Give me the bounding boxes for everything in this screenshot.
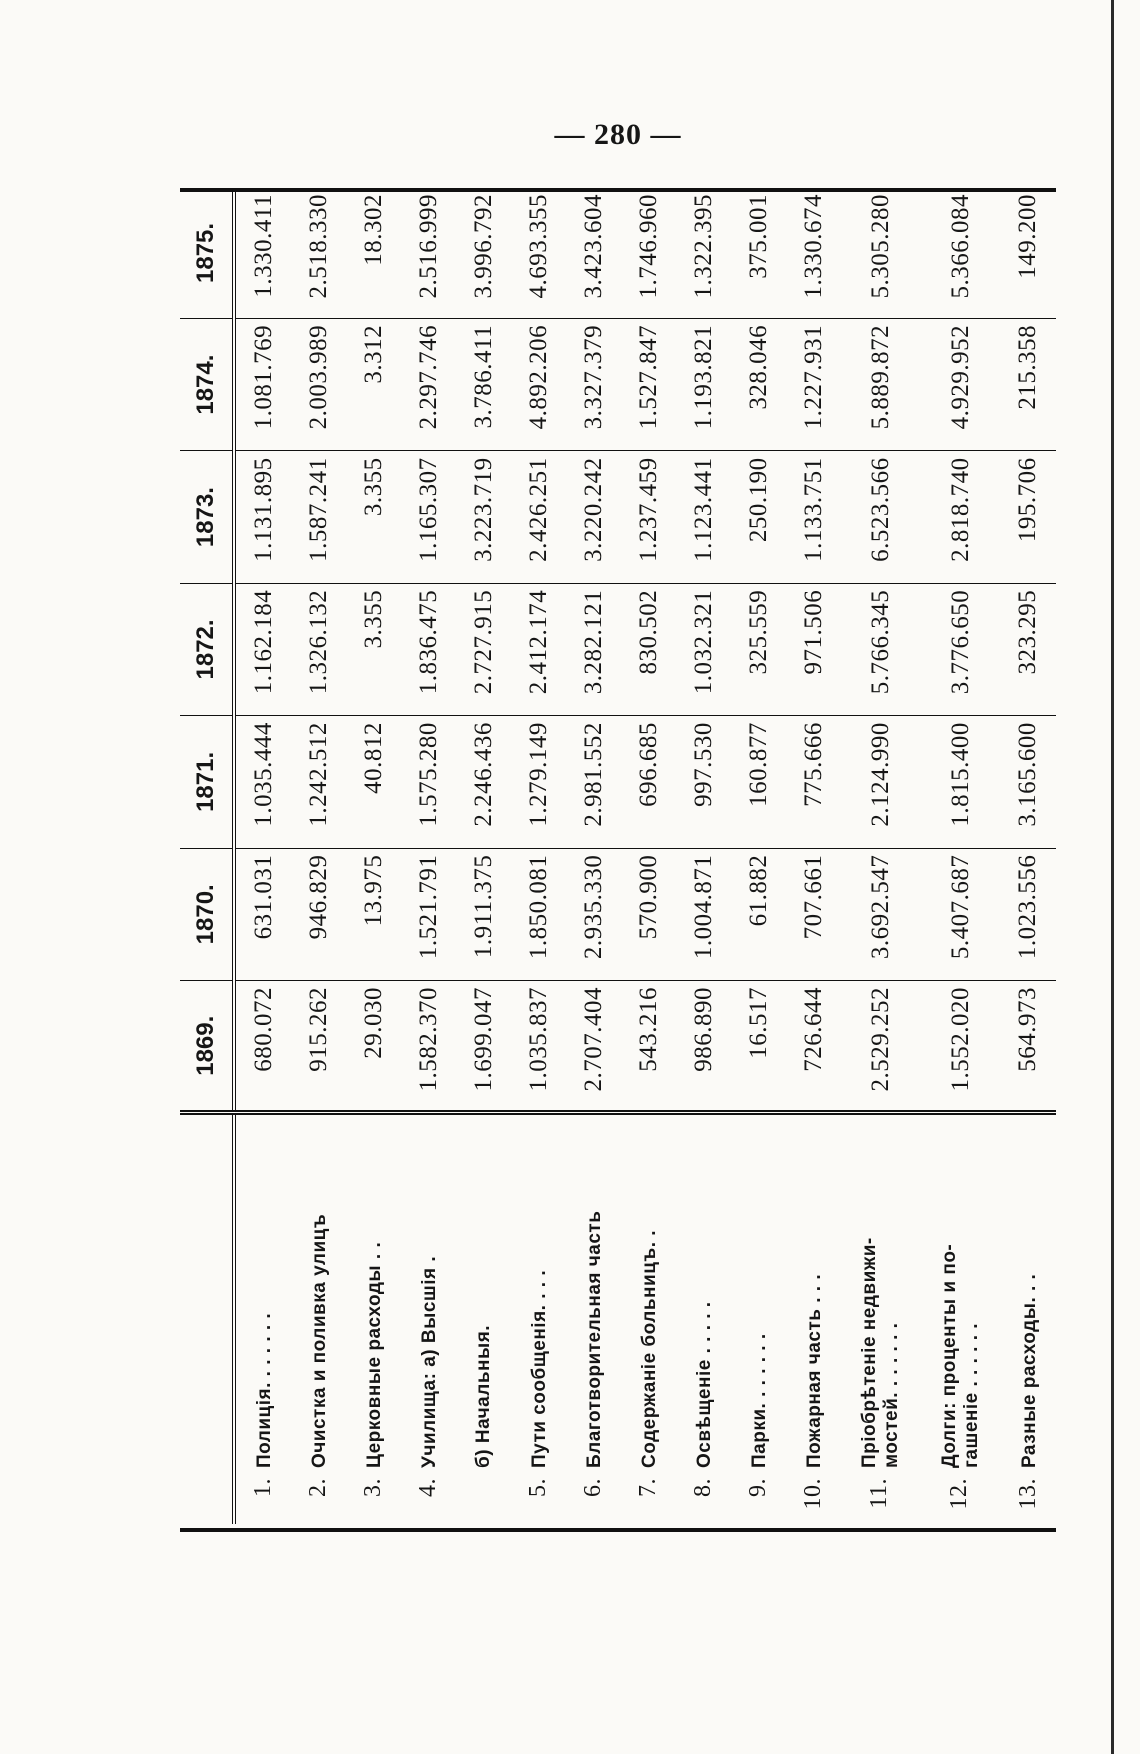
value-cell: 946.829 bbox=[291, 848, 346, 980]
table-row bbox=[401, 188, 456, 1524]
year-header: 1870. bbox=[180, 848, 234, 980]
value-cell: 328.046 bbox=[731, 318, 786, 450]
value-cell: 5.366.084 bbox=[921, 188, 1001, 318]
value-cell: 1.330.411 bbox=[234, 188, 291, 318]
row-label-cell bbox=[401, 1113, 456, 1524]
value-cell: 1.032.321 bbox=[676, 583, 731, 715]
value-cell: 3.355 bbox=[346, 451, 401, 583]
value-cell: 1.911.375 bbox=[456, 848, 511, 980]
value-cell: 160.877 bbox=[731, 716, 786, 848]
value-cell: 2.297.746 bbox=[401, 318, 456, 450]
value-cell: 3.355 bbox=[346, 583, 401, 715]
value-cell: 1.023.556 bbox=[1001, 848, 1056, 980]
value-cell: 4.929.952 bbox=[921, 318, 1001, 450]
value-cell: 3.165.600 bbox=[1001, 716, 1056, 848]
value-cell: 726.644 bbox=[786, 981, 841, 1113]
value-cell: 16.517 bbox=[731, 981, 786, 1113]
row-label: Пріобрѣтеніе недвижи- bbox=[858, 1237, 880, 1468]
table-row bbox=[566, 188, 621, 1524]
value-cell: 325.559 bbox=[731, 583, 786, 715]
row-label: Училища: а) Высшія . bbox=[419, 1255, 441, 1468]
value-cell: 696.685 bbox=[621, 716, 676, 848]
value-cell: 1.330.674 bbox=[786, 188, 841, 318]
value-cell: 1.815.400 bbox=[921, 716, 1001, 848]
value-cell: 3.223.719 bbox=[456, 451, 511, 583]
value-cell: 830.502 bbox=[621, 583, 676, 715]
value-cell: 61.882 bbox=[731, 848, 786, 980]
value-cell: 1.162.184 bbox=[234, 583, 291, 715]
value-cell: 2.246.436 bbox=[456, 716, 511, 848]
row-number: 11. bbox=[865, 1478, 892, 1509]
value-cell: 1.582.370 bbox=[401, 981, 456, 1113]
value-cell: 2.518.330 bbox=[291, 188, 346, 318]
value-cell: 3.776.650 bbox=[921, 583, 1001, 715]
value-cell: 1.133.751 bbox=[786, 451, 841, 583]
row-number: 8. bbox=[690, 1478, 717, 1497]
value-cell: 915.262 bbox=[291, 981, 346, 1113]
row-number: 4. bbox=[415, 1478, 442, 1497]
row-label-cell bbox=[676, 1113, 731, 1524]
value-cell: 2.935.330 bbox=[566, 848, 621, 980]
value-cell: 40.812 bbox=[346, 716, 401, 848]
value-cell: 1.279.149 bbox=[511, 716, 566, 848]
expenditure-table bbox=[180, 188, 1056, 1524]
value-cell: 1.326.132 bbox=[291, 583, 346, 715]
value-cell: 1.587.241 bbox=[291, 451, 346, 583]
row-number: 9. bbox=[745, 1478, 772, 1497]
value-cell: 1.193.821 bbox=[676, 318, 731, 450]
value-cell: 1.131.895 bbox=[234, 451, 291, 583]
table-row bbox=[456, 188, 511, 1524]
value-cell: 195.706 bbox=[1001, 451, 1056, 583]
value-cell: 5.305.280 bbox=[841, 188, 921, 318]
row-label-cell bbox=[731, 1113, 786, 1524]
row-number: 3. bbox=[360, 1478, 387, 1497]
value-cell: 1.521.791 bbox=[401, 848, 456, 980]
row-label: Парки. . . . . . . bbox=[749, 1333, 771, 1468]
row-label: Церковные расходы . . bbox=[364, 1241, 386, 1468]
row-number: 2. bbox=[305, 1478, 332, 1497]
value-cell: 2.412.174 bbox=[511, 583, 566, 715]
year-header: 1872. bbox=[180, 583, 234, 715]
table-row bbox=[841, 188, 921, 1524]
year-header: 1874. bbox=[180, 318, 234, 450]
row-label-continuation: гашеніе . . . . . . bbox=[960, 1322, 982, 1468]
value-cell: 4.892.206 bbox=[511, 318, 566, 450]
value-cell: 3.996.792 bbox=[456, 188, 511, 318]
value-cell: 1.123.441 bbox=[676, 451, 731, 583]
row-label: б) Начальныя. bbox=[472, 1324, 494, 1468]
value-cell: 4.693.355 bbox=[511, 188, 566, 318]
row-label: Пожарная часть . . . bbox=[804, 1273, 825, 1468]
row-label-cell bbox=[346, 1113, 401, 1524]
value-cell: 986.890 bbox=[676, 981, 731, 1113]
value-cell: 29.030 bbox=[346, 981, 401, 1113]
value-cell: 1.004.871 bbox=[676, 848, 731, 980]
value-cell: 149.200 bbox=[1001, 188, 1056, 318]
table-row bbox=[921, 188, 1001, 1524]
table-row bbox=[1001, 188, 1056, 1524]
value-cell: 543.216 bbox=[621, 981, 676, 1113]
value-cell: 5.407.687 bbox=[921, 848, 1001, 980]
row-label: Разные расходы. . . bbox=[1018, 1273, 1040, 1468]
page-number: — 280 — bbox=[554, 118, 682, 151]
value-cell: 3.312 bbox=[346, 318, 401, 450]
row-number: 6. bbox=[580, 1478, 607, 1497]
value-cell: 3.692.547 bbox=[841, 848, 921, 980]
value-cell: 13.975 bbox=[346, 848, 401, 980]
row-label-cell bbox=[566, 1113, 621, 1524]
row-label-cell bbox=[1001, 1113, 1056, 1524]
row-label-cell bbox=[621, 1113, 676, 1524]
value-cell: 323.295 bbox=[1001, 583, 1056, 715]
value-cell: 1.746.960 bbox=[621, 188, 676, 318]
value-cell: 1.242.512 bbox=[291, 716, 346, 848]
year-header: 1875. bbox=[180, 188, 234, 318]
value-cell: 215.358 bbox=[1001, 318, 1056, 450]
value-cell: 2.516.999 bbox=[401, 188, 456, 318]
value-cell: 1.850.081 bbox=[511, 848, 566, 980]
table-row bbox=[234, 188, 291, 1524]
value-cell: 3.327.379 bbox=[566, 318, 621, 450]
value-cell: 1.699.047 bbox=[456, 981, 511, 1113]
table-row bbox=[346, 188, 401, 1524]
row-label-cell bbox=[511, 1113, 566, 1524]
value-cell: 2.981.552 bbox=[566, 716, 621, 848]
table-row bbox=[511, 188, 566, 1524]
row-number: 12. bbox=[945, 1478, 972, 1510]
value-cell: 3.786.411 bbox=[456, 318, 511, 450]
value-cell: 375.001 bbox=[731, 188, 786, 318]
value-cell: 1.575.280 bbox=[401, 716, 456, 848]
page-edge-rule bbox=[1111, 0, 1114, 1754]
year-header: 1873. bbox=[180, 451, 234, 583]
row-label: Благотворительная часть bbox=[584, 1210, 606, 1468]
value-cell: 971.506 bbox=[786, 583, 841, 715]
year-header: 1869. bbox=[180, 981, 234, 1113]
value-cell: 775.666 bbox=[786, 716, 841, 848]
rotated-table-container bbox=[180, 188, 1056, 1524]
table-row bbox=[731, 188, 786, 1524]
value-cell: 2.003.989 bbox=[291, 318, 346, 450]
row-label: Содержаніе больницъ. . bbox=[639, 1229, 661, 1468]
value-cell: 1.237.459 bbox=[621, 451, 676, 583]
header-row bbox=[180, 188, 234, 1524]
year-header: 1871. bbox=[180, 716, 234, 848]
value-cell: 1.527.847 bbox=[621, 318, 676, 450]
row-label: Полиція. . . . . . . bbox=[254, 1312, 276, 1468]
row-number: 5. bbox=[525, 1478, 552, 1497]
row-number: 10. bbox=[800, 1478, 826, 1510]
value-cell: 3.282.121 bbox=[566, 583, 621, 715]
value-cell: 1.836.475 bbox=[401, 583, 456, 715]
value-cell: 707.661 bbox=[786, 848, 841, 980]
table-row bbox=[291, 188, 346, 1524]
row-label: Долги: проценты и по- bbox=[938, 1243, 960, 1468]
value-cell: 1.322.395 bbox=[676, 188, 731, 318]
value-cell: 5.766.345 bbox=[841, 583, 921, 715]
row-number: 7. bbox=[635, 1478, 662, 1497]
row-label: Очистка и поливка улицъ bbox=[309, 1213, 331, 1468]
value-cell: 1.552.020 bbox=[921, 981, 1001, 1113]
row-number: 13. bbox=[1014, 1478, 1041, 1510]
value-cell: 1.035.837 bbox=[511, 981, 566, 1113]
value-cell: 1.227.931 bbox=[786, 318, 841, 450]
row-label: Пути сообщенія. . . . bbox=[529, 1269, 551, 1468]
value-cell: 570.900 bbox=[621, 848, 676, 980]
value-cell: 2.818.740 bbox=[921, 451, 1001, 583]
value-cell: 1.081.769 bbox=[234, 318, 291, 450]
row-label-cell bbox=[786, 1113, 841, 1524]
value-cell: 680.072 bbox=[234, 981, 291, 1113]
value-cell: 997.530 bbox=[676, 716, 731, 848]
value-cell: 1.165.307 bbox=[401, 451, 456, 583]
row-number: 1. bbox=[250, 1478, 277, 1497]
value-cell: 250.190 bbox=[731, 451, 786, 583]
value-cell: 631.031 bbox=[234, 848, 291, 980]
row-label-cell bbox=[234, 1113, 291, 1524]
row-label: Освѣщеніе . . . . . bbox=[694, 1301, 716, 1468]
row-label-cell bbox=[921, 1113, 1001, 1524]
value-cell: 5.889.872 bbox=[841, 318, 921, 450]
value-cell: 2.707.404 bbox=[566, 981, 621, 1113]
value-cell: 564.973 bbox=[1001, 981, 1056, 1113]
value-cell: 2.727.915 bbox=[456, 583, 511, 715]
row-label-cell bbox=[456, 1113, 511, 1524]
value-cell: 2.529.252 bbox=[841, 981, 921, 1113]
value-cell: 1.035.444 bbox=[234, 716, 291, 848]
value-cell: 6.523.566 bbox=[841, 451, 921, 583]
row-label-cell bbox=[291, 1113, 346, 1524]
row-label-continuation: мостей. . . . . . . bbox=[880, 1322, 902, 1468]
value-cell: 3.220.242 bbox=[566, 451, 621, 583]
row-label-cell bbox=[841, 1113, 921, 1524]
table-row bbox=[676, 188, 731, 1524]
header-empty-cell bbox=[180, 1113, 234, 1524]
value-cell: 2.124.990 bbox=[841, 716, 921, 848]
table-row bbox=[621, 188, 676, 1524]
value-cell: 2.426.251 bbox=[511, 451, 566, 583]
value-cell: 18.302 bbox=[346, 188, 401, 318]
value-cell: 3.423.604 bbox=[566, 188, 621, 318]
table-row bbox=[786, 188, 841, 1524]
